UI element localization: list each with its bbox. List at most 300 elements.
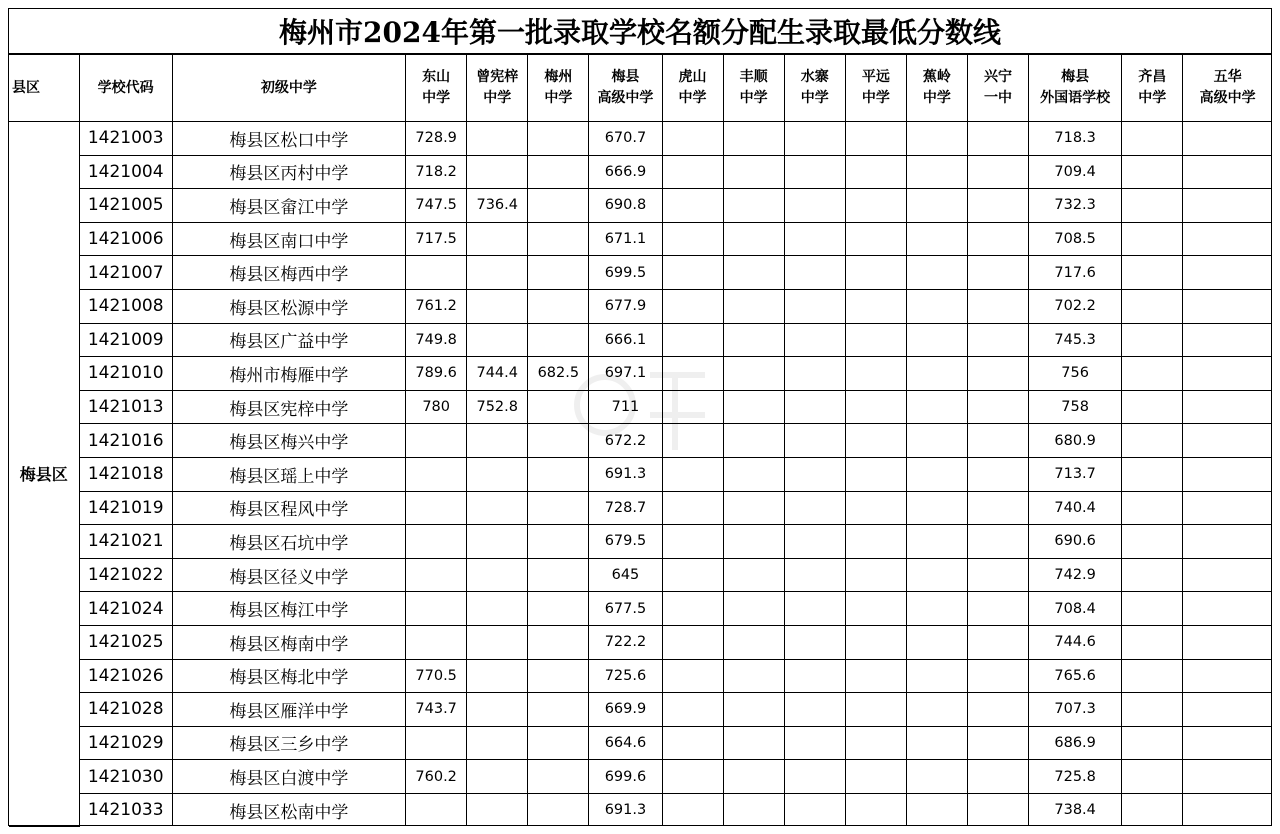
school-code-cell: 1421007 (79, 256, 172, 290)
column-header-line1: 梅州 (544, 69, 573, 85)
score-cell (1183, 525, 1272, 559)
score-cell (906, 726, 967, 760)
score-cell: 690.6 (1029, 525, 1122, 559)
score-cell (967, 659, 1028, 693)
score-cell: 677.5 (589, 592, 662, 626)
score-cell (528, 659, 589, 693)
score-cell (528, 592, 589, 626)
school-code-cell: 1421005 (79, 189, 172, 223)
score-cell: 709.4 (1029, 155, 1122, 189)
score-cell (845, 189, 906, 223)
score-cell: 669.9 (589, 693, 662, 727)
score-cell (662, 457, 723, 491)
column-header-target (906, 55, 967, 122)
score-cell (723, 693, 784, 727)
score-cell (967, 726, 1028, 760)
score-cell (845, 222, 906, 256)
score-cell (967, 793, 1028, 826)
score-cell (467, 659, 528, 693)
score-cell (906, 256, 967, 290)
score-cell (1183, 155, 1272, 189)
score-cell (845, 491, 906, 525)
score-cell (723, 122, 784, 156)
score-cell (406, 558, 467, 592)
score-cell: 717.6 (1029, 256, 1122, 290)
column-header-target (528, 55, 589, 122)
score-cell (528, 155, 589, 189)
score-cell (1183, 390, 1272, 424)
school-code-cell: 1421010 (79, 357, 172, 391)
table-row (9, 760, 1272, 794)
score-cell (662, 256, 723, 290)
junior-school-cell: 梅县区松口中学 (172, 122, 405, 156)
score-cell: 749.8 (406, 323, 467, 357)
score-cell (967, 189, 1028, 223)
table-row (9, 189, 1272, 223)
score-cell: 725.6 (589, 659, 662, 693)
score-cell (784, 525, 845, 559)
column-header-line1: 曾宪梓 (476, 69, 519, 85)
score-cell (528, 122, 589, 156)
score-cell (1183, 592, 1272, 626)
score-cell (528, 256, 589, 290)
school-code-cell: 1421033 (79, 793, 172, 826)
school-code-cell: 1421018 (79, 457, 172, 491)
county-cell: 梅县区 (9, 122, 79, 827)
score-cell (467, 155, 528, 189)
score-cell (784, 122, 845, 156)
score-cell (1122, 693, 1183, 727)
junior-school-cell: 梅县区丙村中学 (172, 155, 405, 189)
score-cell: 680.9 (1029, 424, 1122, 458)
score-cell (1183, 424, 1272, 458)
score-cell: 691.3 (589, 457, 662, 491)
column-header-line2: 一中 (984, 90, 1013, 106)
score-cell (662, 659, 723, 693)
score-cell (1183, 760, 1272, 794)
junior-school-cell: 梅县区径义中学 (172, 558, 405, 592)
score-cell (845, 122, 906, 156)
score-cell (1183, 659, 1272, 693)
score-cell (906, 558, 967, 592)
table-row (9, 693, 1272, 727)
junior-school-cell: 梅县区瑶上中学 (172, 457, 405, 491)
score-cell (528, 390, 589, 424)
score-cell (967, 558, 1028, 592)
page-title: 梅州市2024年第一批录取学校名额分配生录取最低分数线 (9, 9, 1271, 54)
score-cell (1183, 323, 1272, 357)
score-cell (967, 289, 1028, 323)
score-cell (784, 357, 845, 391)
score-cell: 679.5 (589, 525, 662, 559)
score-cell (1122, 760, 1183, 794)
score-cell (1183, 457, 1272, 491)
school-code-cell: 1421030 (79, 760, 172, 794)
column-header-line1: 齐昌 (1138, 69, 1167, 85)
column-header-line2: 中学 (861, 90, 890, 106)
score-cell (845, 625, 906, 659)
score-cell (784, 222, 845, 256)
score-cell (1183, 793, 1272, 826)
score-cell (1122, 726, 1183, 760)
score-cell (528, 189, 589, 223)
score-cell: 742.9 (1029, 558, 1122, 592)
score-cell (662, 357, 723, 391)
table-row (9, 222, 1272, 256)
score-cell (967, 390, 1028, 424)
table-row (9, 726, 1272, 760)
score-cell (906, 289, 967, 323)
score-cell (528, 625, 589, 659)
score-cell (467, 256, 528, 290)
score-cell (1183, 726, 1272, 760)
column-header-target (1183, 55, 1272, 122)
score-cell (723, 155, 784, 189)
score-cell (528, 491, 589, 525)
score-cell (1183, 357, 1272, 391)
score-cell (845, 457, 906, 491)
score-cell (784, 189, 845, 223)
score-cell (906, 793, 967, 826)
score-cell (406, 625, 467, 659)
column-header-target (662, 55, 723, 122)
score-cell (906, 625, 967, 659)
score-cell: 708.4 (1029, 592, 1122, 626)
score-cell (1122, 793, 1183, 826)
score-cell (845, 659, 906, 693)
junior-school-cell: 梅县区梅江中学 (172, 592, 405, 626)
score-cell (1122, 357, 1183, 391)
column-header-county: 县区 (9, 55, 79, 122)
score-cell (662, 155, 723, 189)
score-cell: 699.6 (589, 760, 662, 794)
score-cell (723, 390, 784, 424)
score-cell: 732.3 (1029, 189, 1122, 223)
score-cell (784, 289, 845, 323)
score-table (9, 54, 1272, 827)
score-cell: 713.7 (1029, 457, 1122, 491)
score-cell (467, 457, 528, 491)
score-cell (528, 525, 589, 559)
score-cell: 728.7 (589, 491, 662, 525)
score-cell (845, 726, 906, 760)
score-cell (906, 525, 967, 559)
score-cell: 690.8 (589, 189, 662, 223)
score-cell (723, 558, 784, 592)
junior-school-cell: 梅县区石坑中学 (172, 525, 405, 559)
school-code-cell: 1421016 (79, 424, 172, 458)
column-header-target (406, 55, 467, 122)
score-cell (1183, 222, 1272, 256)
score-cell (662, 424, 723, 458)
score-cell (967, 457, 1028, 491)
score-cell (845, 793, 906, 826)
score-cell (662, 625, 723, 659)
school-code-cell: 1421029 (79, 726, 172, 760)
score-cell (784, 625, 845, 659)
score-cell (845, 390, 906, 424)
score-cell (845, 525, 906, 559)
column-header-target (589, 55, 662, 122)
score-cell (967, 424, 1028, 458)
score-cell (906, 457, 967, 491)
score-cell (528, 726, 589, 760)
score-cell (845, 256, 906, 290)
score-cell (1183, 491, 1272, 525)
table-row (9, 625, 1272, 659)
junior-school-cell: 梅县区南口中学 (172, 222, 405, 256)
table-row (9, 491, 1272, 525)
score-cell: 770.5 (406, 659, 467, 693)
score-cell (784, 155, 845, 189)
score-cell (723, 289, 784, 323)
score-cell: 691.3 (589, 793, 662, 826)
junior-school-cell: 梅县区三乡中学 (172, 726, 405, 760)
school-code-cell: 1421028 (79, 693, 172, 727)
score-cell (967, 155, 1028, 189)
score-cell (723, 491, 784, 525)
column-header-target (845, 55, 906, 122)
score-sheet (8, 8, 1272, 826)
score-cell (845, 424, 906, 458)
score-cell (528, 558, 589, 592)
score-cell (528, 760, 589, 794)
score-cell (906, 222, 967, 256)
score-cell (662, 592, 723, 626)
score-cell (784, 659, 845, 693)
score-cell (662, 793, 723, 826)
column-header-junior: 初级中学 (172, 55, 405, 122)
score-cell (1122, 189, 1183, 223)
score-cell: 728.9 (406, 122, 467, 156)
junior-school-cell: 梅县区宪梓中学 (172, 390, 405, 424)
column-header-line2: 中学 (422, 90, 451, 106)
column-header-line2: 中学 (800, 90, 829, 106)
score-cell (406, 256, 467, 290)
score-cell (1122, 659, 1183, 693)
score-cell (967, 256, 1028, 290)
score-cell (906, 659, 967, 693)
score-cell (784, 793, 845, 826)
score-cell (967, 122, 1028, 156)
table-row (9, 289, 1272, 323)
school-code-cell: 1421009 (79, 323, 172, 357)
score-cell (662, 491, 723, 525)
score-cell (467, 726, 528, 760)
score-cell: 745.3 (1029, 323, 1122, 357)
table-row (9, 122, 1272, 156)
score-cell (467, 424, 528, 458)
score-cell: 743.7 (406, 693, 467, 727)
score-cell (1183, 122, 1272, 156)
score-cell (528, 457, 589, 491)
score-cell: 718.2 (406, 155, 467, 189)
column-header-line2: 中学 (483, 90, 512, 106)
score-cell (723, 189, 784, 223)
column-header-target (1029, 55, 1122, 122)
column-header-line1: 丰顺 (739, 69, 768, 85)
score-cell (723, 357, 784, 391)
table-row (9, 525, 1272, 559)
score-cell (467, 793, 528, 826)
score-cell (1122, 491, 1183, 525)
score-cell: 760.2 (406, 760, 467, 794)
score-cell (723, 760, 784, 794)
column-header-line1: 蕉岭 (922, 69, 951, 85)
column-header-target (1122, 55, 1183, 122)
score-cell (1122, 323, 1183, 357)
table-row (9, 793, 1272, 826)
score-cell: 747.5 (406, 189, 467, 223)
score-cell (845, 760, 906, 794)
school-code-cell: 1421006 (79, 222, 172, 256)
score-cell (467, 289, 528, 323)
score-cell (723, 592, 784, 626)
score-cell: 717.5 (406, 222, 467, 256)
score-cell (467, 625, 528, 659)
column-header-target (784, 55, 845, 122)
junior-school-cell: 梅县区程风中学 (172, 491, 405, 525)
junior-school-cell: 梅县区梅兴中学 (172, 424, 405, 458)
column-header-target (967, 55, 1028, 122)
score-cell (1122, 625, 1183, 659)
score-cell (723, 323, 784, 357)
school-code-cell: 1421003 (79, 122, 172, 156)
junior-school-cell: 梅县区畲江中学 (172, 189, 405, 223)
score-cell (662, 558, 723, 592)
score-cell: 672.2 (589, 424, 662, 458)
score-cell (723, 424, 784, 458)
score-cell (1122, 558, 1183, 592)
score-cell (406, 793, 467, 826)
score-cell (467, 592, 528, 626)
score-cell: 702.2 (1029, 289, 1122, 323)
score-cell: 686.9 (1029, 726, 1122, 760)
score-cell: 671.1 (589, 222, 662, 256)
score-cell: 744.6 (1029, 625, 1122, 659)
column-header-line1: 平远 (861, 69, 890, 85)
score-cell: 664.6 (589, 726, 662, 760)
score-cell (784, 592, 845, 626)
score-cell (1122, 122, 1183, 156)
table-row (9, 592, 1272, 626)
score-cell: 738.4 (1029, 793, 1122, 826)
score-cell (467, 558, 528, 592)
score-cell (1122, 390, 1183, 424)
score-cell (845, 155, 906, 189)
score-cell: 761.2 (406, 289, 467, 323)
score-cell (1122, 256, 1183, 290)
score-cell (467, 222, 528, 256)
score-cell (906, 693, 967, 727)
score-cell (1122, 289, 1183, 323)
score-cell (528, 222, 589, 256)
score-cell (1183, 558, 1272, 592)
score-cell (906, 491, 967, 525)
school-code-cell: 1421025 (79, 625, 172, 659)
score-cell (467, 525, 528, 559)
score-cell (723, 793, 784, 826)
score-cell (906, 760, 967, 794)
table-body (9, 122, 1272, 827)
score-cell: 699.5 (589, 256, 662, 290)
score-cell (845, 558, 906, 592)
score-cell (1183, 625, 1272, 659)
score-cell (967, 491, 1028, 525)
table-row (9, 390, 1272, 424)
column-header-line2: 中学 (544, 90, 573, 106)
score-cell (723, 726, 784, 760)
score-cell: 711 (589, 390, 662, 424)
score-cell (723, 525, 784, 559)
table-row (9, 457, 1272, 491)
score-cell (662, 189, 723, 223)
junior-school-cell: 梅县区白渡中学 (172, 760, 405, 794)
score-cell: 718.3 (1029, 122, 1122, 156)
score-cell (662, 289, 723, 323)
junior-school-cell: 梅县区梅南中学 (172, 625, 405, 659)
junior-school-cell: 梅县区梅北中学 (172, 659, 405, 693)
score-cell (784, 256, 845, 290)
column-header-target (467, 55, 528, 122)
score-cell (967, 357, 1028, 391)
score-cell (406, 491, 467, 525)
score-cell (723, 256, 784, 290)
score-cell (662, 525, 723, 559)
score-cell (467, 760, 528, 794)
column-header-line1: 梅县 (1061, 69, 1090, 85)
score-cell (406, 525, 467, 559)
score-cell (406, 726, 467, 760)
score-cell (662, 222, 723, 256)
score-cell: 765.6 (1029, 659, 1122, 693)
score-cell (406, 592, 467, 626)
school-code-cell: 1421024 (79, 592, 172, 626)
table-row (9, 659, 1272, 693)
score-cell (406, 457, 467, 491)
score-cell (845, 592, 906, 626)
score-cell: 744.4 (467, 357, 528, 391)
score-cell (1183, 289, 1272, 323)
score-cell (967, 222, 1028, 256)
score-cell (528, 323, 589, 357)
school-code-cell: 1421026 (79, 659, 172, 693)
score-cell (906, 155, 967, 189)
column-header-code: 学校代码 (79, 55, 172, 122)
score-cell (1183, 256, 1272, 290)
score-cell (906, 390, 967, 424)
score-cell (784, 558, 845, 592)
column-header-line2: 中学 (678, 90, 707, 106)
score-cell (967, 323, 1028, 357)
score-cell (784, 457, 845, 491)
score-cell: 707.3 (1029, 693, 1122, 727)
score-cell (784, 491, 845, 525)
score-cell (906, 592, 967, 626)
column-header-line2: 中学 (1138, 90, 1167, 106)
table-row (9, 256, 1272, 290)
score-cell: 645 (589, 558, 662, 592)
score-cell (723, 659, 784, 693)
score-cell (467, 491, 528, 525)
table-header-row (9, 55, 1272, 122)
score-cell (906, 189, 967, 223)
table-row (9, 558, 1272, 592)
school-code-cell: 1421019 (79, 491, 172, 525)
score-cell (784, 726, 845, 760)
score-cell (662, 760, 723, 794)
school-code-cell: 1421004 (79, 155, 172, 189)
